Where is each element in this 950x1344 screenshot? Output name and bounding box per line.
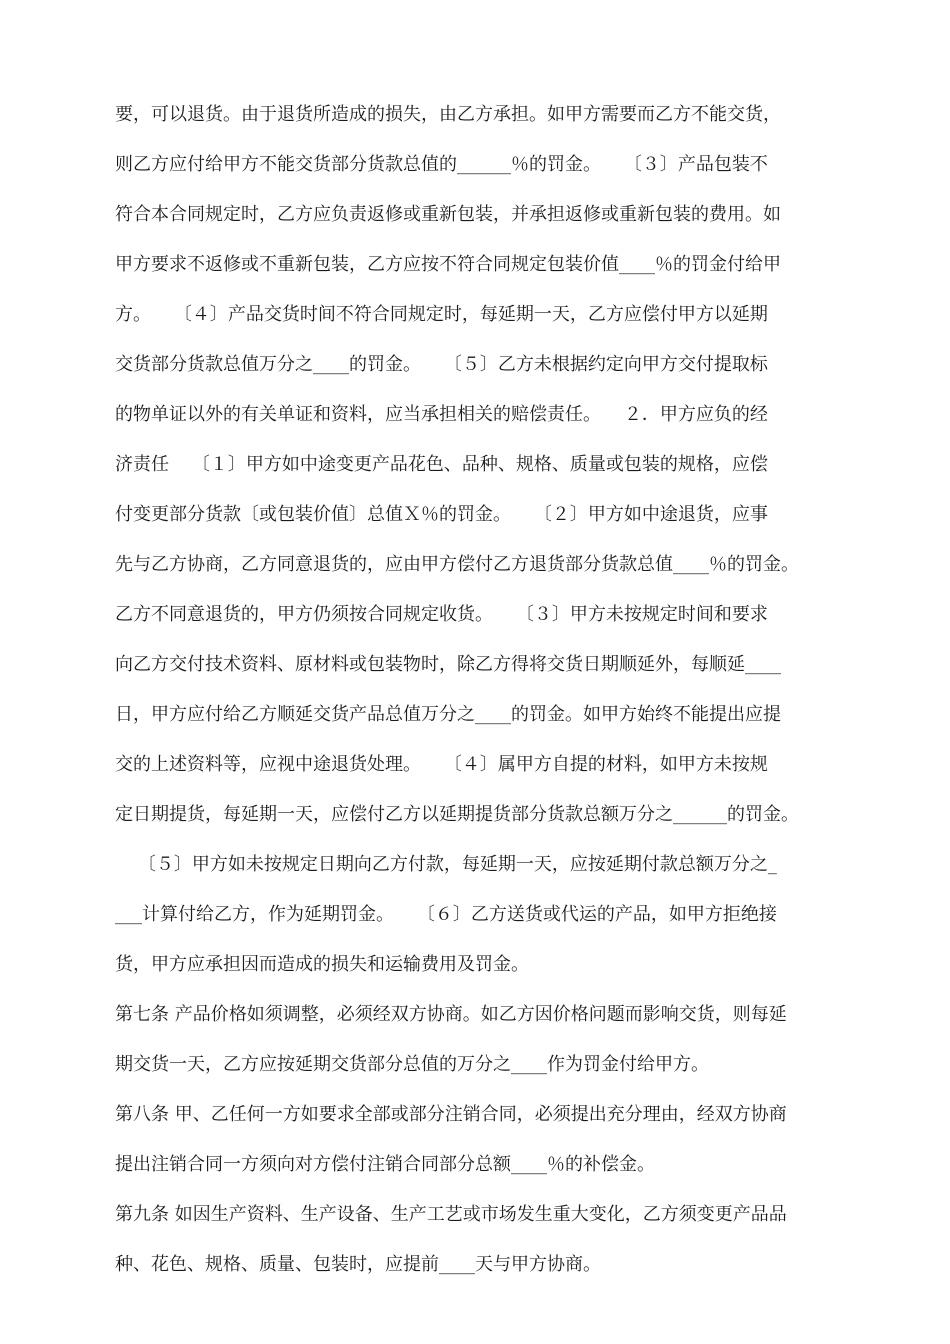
text-line-22: 提出注销合同一方须向对方偿付注销合同部分总额____％的补偿金。: [115, 1154, 655, 1175]
text-line-18: 货，甲方应承担因而造成的损失和运输费用及罚金。: [115, 954, 529, 975]
text-line-06: 交货部分货款总值万分之____的罚金。 〔５〕乙方未根据约定向甲方交付提取标: [115, 354, 768, 375]
text-line-10: 先与乙方协商，乙方同意退货的，应由甲方偿付乙方退货部分货款总值____％的罚金。: [115, 554, 799, 575]
text-line-23: 第九条 如因生产资料、生产设备、生产工艺或市场发生重大变化，乙方须变更产品品: [115, 1204, 787, 1225]
text-line-05: 方。 〔４〕产品交货时间不符合同规定时，每延期一天，乙方应偿付甲方以延期: [115, 304, 768, 325]
text-line-15: 定日期提货，每延期一天，应偿付乙方以延期提货部分货款总额万分之______的罚金。: [115, 804, 799, 825]
text-line-24: 种、花色、规格、质量、包装时，应提前____天与甲方协商。: [115, 1254, 601, 1275]
text-line-17: ___计算付给乙方，作为延期罚金。 〔６〕乙方送货或代运的产品，如甲方拒绝接: [115, 904, 777, 925]
text-line-11: 乙方不同意退货的，甲方仍须按合同规定收货。 〔３〕甲方未按规定时间和要求: [115, 604, 768, 625]
text-line-09: 付变更部分货款〔或包装价值〕总值Ｘ％的罚金。 〔２〕甲方如中途退货，应事: [115, 504, 768, 525]
text-line-14: 交的上述资料等，应视中途退货处理。 〔４〕属甲方自提的材料，如甲方未按规: [115, 754, 768, 775]
text-line-21: 第八条 甲、乙任何一方如要求全部或部分注销合同，必须提出充分理由，经双方协商: [115, 1104, 787, 1125]
text-line-13: 日，甲方应付给乙方顺延交货产品总值万分之____的罚金。如甲方始终不能提出应提: [115, 704, 781, 725]
text-line-12: 向乙方交付技术资料、原材料或包装物时，除乙方得将交货日期顺延外，每顺延____: [115, 654, 781, 675]
text-line-20: 期交货一天，乙方应按延期交货部分总值的万分之____作为罚金付给甲方。: [115, 1054, 709, 1075]
text-line-03: 符合本合同规定时，乙方应负责返修或重新包装，并承担返修或重新包装的费用。如: [115, 204, 781, 225]
text-line-16: 〔５〕甲方如未按规定日期向乙方付款，每延期一天，应按延期付款总额万分之_: [115, 854, 777, 875]
text-line-04: 甲方要求不返修或不重新包装，乙方应按不符合同规定包装价值____％的罚金付给甲: [115, 254, 781, 275]
text-line-07: 的物单证以外的有关单证和资料，应当承担相关的赔偿责任。 ２．甲方应负的经: [115, 404, 768, 425]
text-line-19: 第七条 产品价格如须调整，必须经双方协商。如乙方因价格问题而影响交货，则每延: [115, 1004, 787, 1025]
text-line-08: 济责任 〔１〕甲方如中途变更产品花色、品种、规格、质量或包装的规格，应偿: [115, 454, 768, 475]
text-line-01: 要，可以退货。由于退货所造成的损失，由乙方承担。如甲方需要而乙方不能交货，: [115, 104, 781, 125]
text-line-02: 则乙方应付给甲方不能交货部分货款总值的______％的罚金。 〔３〕产品包装不: [115, 154, 768, 175]
